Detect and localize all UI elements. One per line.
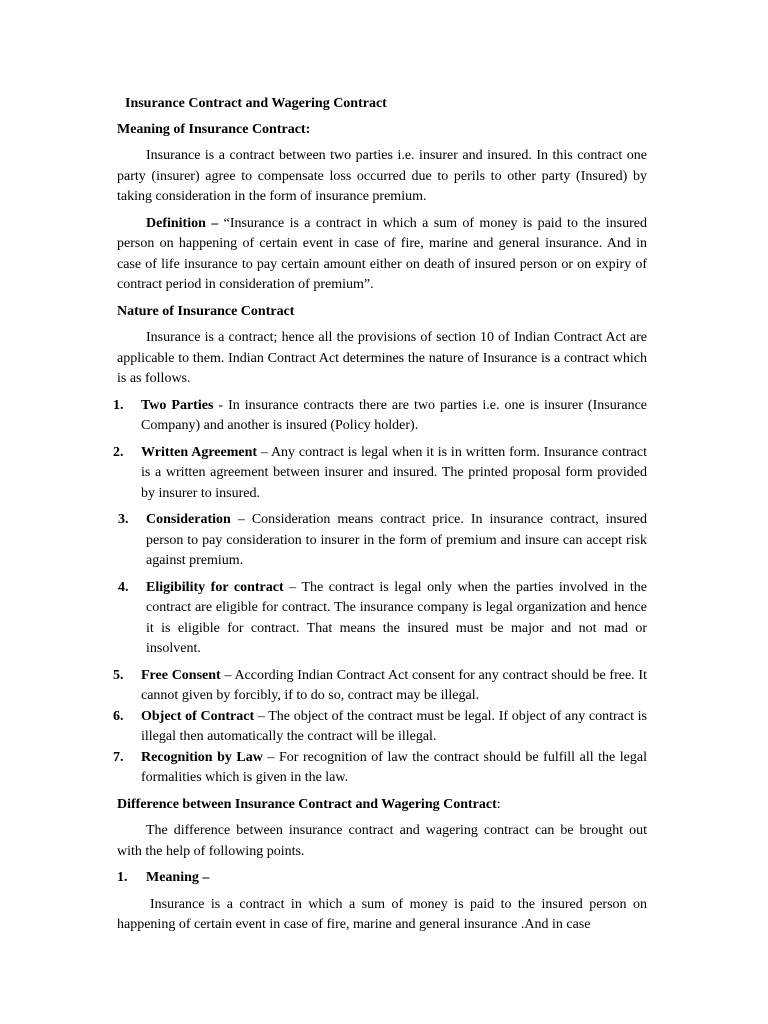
list-text: - In insurance contracts there are two parties i.e. one is insurer (Insurance Company) and another is insured (Policy holder). <box>141 397 647 433</box>
list-item <box>117 510 647 572</box>
list-term: Written Agreement <box>141 444 258 460</box>
list-item <box>113 666 647 707</box>
definition-text: “Insurance is a contract in which a sum of money is paid to the insured person on happening of certain event in case of fire, marine and general insurance. And in case of life insurance to pay certain amount either on death of insured person or on expiry of contract period in consideration of premium”. <box>117 215 647 292</box>
list-item <box>113 396 647 437</box>
nature-list <box>113 396 648 789</box>
list-item <box>113 443 647 505</box>
paragraph-meaning: Insurance is a contract between two parties i.e. insurer and insured. In this contract one party (insurer) agree to compensate loss occurred due to perils to other party (Insured) by taking consideration in the form of insurance premium. <box>117 148 647 204</box>
list-number: 3. <box>118 512 129 527</box>
heading-difference-colon: : <box>496 796 501 812</box>
list-item <box>117 578 647 660</box>
subheading-number: 1. <box>117 870 128 885</box>
list-term: Free Consent <box>141 667 221 683</box>
paragraph-nature: Insurance is a contract; hence all the provisions of section 10 of Indian Contract Act are applicable to them. Indian Contract Act determines the nature of Insurance is a contract which is as follows. <box>117 330 647 386</box>
list-number: 4. <box>118 579 129 595</box>
document-title: Insurance Contract and Wagering Contract <box>125 96 387 111</box>
heading-difference-text: Difference between Insurance Contract and Wagering Contract <box>117 796 497 812</box>
list-term: Object of Contract <box>141 708 255 724</box>
heading-nature: Nature of Insurance Contract <box>117 303 295 319</box>
list-text: – The contract is legal only when the parties involved in the contract are eligible for contract. The insurance company is legal organization and hence it is eligible for contract. That means the insured must be major and not mad or insolvent. <box>146 579 648 656</box>
subheading-term: Meaning – <box>146 870 210 885</box>
list-term: Two Parties <box>141 397 214 413</box>
list-item <box>113 707 647 748</box>
definition-label: Definition – <box>146 215 219 231</box>
paragraph-definition <box>117 214 647 296</box>
list-term: Recognition by Law <box>141 749 263 765</box>
list-text: – Consideration means contract price. In insurance contract, insured person to pay consideration to insurer in the form of premium and insure can accept risk against premium. <box>146 512 647 568</box>
heading-difference <box>117 795 647 816</box>
heading-meaning: Meaning of Insurance Contract: <box>117 121 311 137</box>
list-number: 6. <box>113 708 124 724</box>
list-item <box>113 748 647 789</box>
list-term: Eligibility for contract <box>146 579 284 595</box>
list-text: – The object of the contract must be legal. If object of any contract is illegal then automatically the contract will be illegal. <box>141 708 647 744</box>
list-term: Consideration <box>146 512 231 527</box>
list-text: – According Indian Contract Act consent for any contract should be free. It cannot given by forcibly, if to do so, contract may be illegal. <box>141 667 647 703</box>
list-number: 2. <box>113 444 124 460</box>
list-text: – Any contract is legal when it is in written form. Insurance contract is a written agreement between insurer and insured. The printed proposal form provided by insurer to insured. <box>141 444 647 501</box>
list-text: – For recognition of law the contract should be fulfill all the legal formalities which is given in the law. <box>141 749 647 785</box>
list-number: 1. <box>113 397 124 413</box>
document-body <box>113 94 648 942</box>
paragraph-meaning-detail: Insurance is a contract in which a sum of money is paid to the insured person on happening of certain event in case of fire, marine and general insurance .And in case <box>117 896 647 932</box>
list-number: 7. <box>113 749 124 765</box>
list-number: 5. <box>113 667 124 683</box>
subheading-meaning <box>117 868 647 889</box>
paragraph-difference: The difference between insurance contract and wagering contract can be brought out with the help of following points. <box>117 823 647 859</box>
